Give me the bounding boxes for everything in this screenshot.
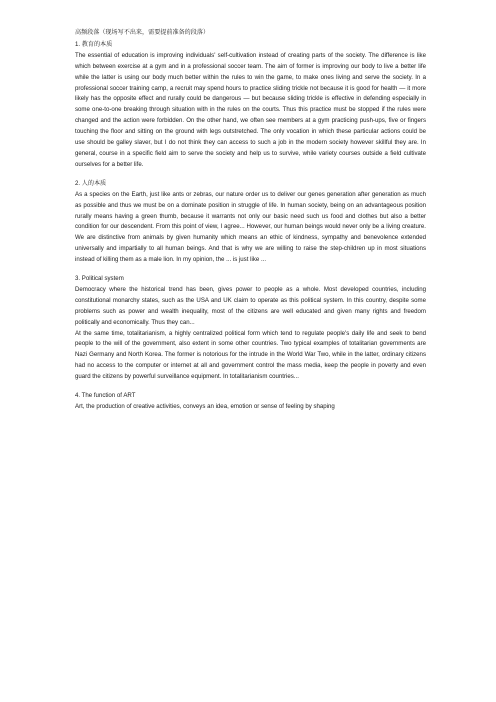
section-spacer <box>75 266 426 274</box>
section-spacer <box>75 171 426 179</box>
section-heading: 3. Political system <box>75 275 124 283</box>
document-title: 高频段落（现场写不出来，需要提前准备的段落） <box>75 29 210 36</box>
section-heading: 4. The function of ART <box>75 392 136 400</box>
section-heading: 1. 教育的本质 <box>75 40 113 48</box>
section-political-system <box>75 274 426 383</box>
section-function-of-art <box>75 391 426 413</box>
section-education <box>75 40 426 171</box>
section-heading: 2. 人的本质 <box>75 179 107 187</box>
section-paragraph: Art, the production of creative activities, conveys an idea, emotion or sense of feeling by shaping <box>75 403 335 410</box>
section-paragraph: Democracy where the historical trend has been, gives power to people as a whole. Most developed countries, including constitutional monarchy states, such as the USA and UK claim to operate as this political system. In this country, despite some problems such as power and wealth inequality, most of the citizens are well educated and given many rights and freedom politically and economically. Thus they can... <box>75 285 426 326</box>
section-paragraph: As a species on the Earth, just like ants or zebras, our nature order us to deliver our genes generation after generation as much as possible and thus we must be on a dominate position in struggle of life. In human society, being on an advantageous position rurally means having a green thumb, because it warrants not only our basic need such us food and clothes but also a better condition for our descendent. From this point of view, I agree... However, our human beings would never only be a living creature. We are distinctive from animals by given humanity which means an ethic of kindness, sympathy and benevolence extended universally and impartially to all human beings. And that is why we are willing to raise the step-children up in most situations instead of killing them as a male lion. In my opinion, the ... is just like ... <box>75 190 426 264</box>
section-spacer <box>75 383 426 391</box>
section-human-nature <box>75 179 426 266</box>
section-paragraph: The essential of education is improving individuals' self-cultivation instead of creating parts of the society. The difference is like which between exercise at a gym and in a professional soccer team. The aim of former is improving our body to live a better life while the latter is using our body much better within the rules to win the game, to make ones living and serve the society. In a professional soccer training camp, a recruit may spend hours to practice sliding trickle not because it is good for health — it more likely has the opposite effect and rurally could be dangerous — but because sliding trickle is effective in defending especially in some one-to-one breaking through situation with in the rules on the courts. Thus this practice must be stopped if the rules were changed and the action were forbidden. On the other hand, we often see members at a gym practicing push-ups, five or fingers touching the floor and sitting on the ground with legs outstretched. The only vocation in which these particular actions could be use should be galley slaver, but I do not think they can access to such a job in the modern society however skillful they are. In general, course in a specific field aim to serve the society and help us to survive, while variety courses outside a field cultivate ourselves for a better life. <box>75 51 426 168</box>
section-paragraph: At the same time, totalitarianism, a highly centralized political form which tend to regulate people's daily life and seek to bend people to the will of the government, also extent in some other countries. Two typical examples of totalitarian governments are Nazi Germany and North Korea. The former is notorious for the intrude in the World War Two, while in the latter, ordinary citizens had no access to the computer or internet at all and government control the mass media, keep the people in poverty and even guard the citizens by powerful surveillance equipment. In totalitarianism countries... <box>75 329 426 381</box>
